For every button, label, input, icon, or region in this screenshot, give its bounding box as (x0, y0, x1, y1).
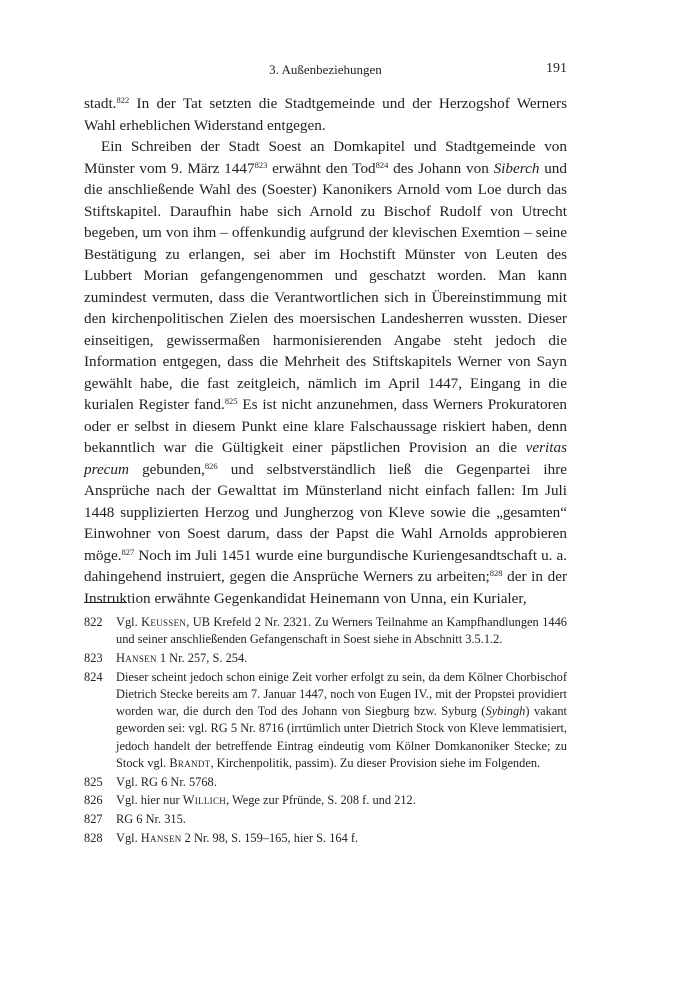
paragraph-1 (84, 93, 567, 136)
text-run: , Kirchenpolitik, passim). Zu dieser Provision siehe im Folgenden. (210, 755, 541, 770)
footnote-text: RG 6 Nr. 315. (116, 812, 186, 827)
footnote-ref-824: 824 (375, 159, 389, 170)
text-run: Ein Schreiben der Stadt Soest an Domkapitel und Stadtgemeinde von Münster vom 9. März 1447 (84, 138, 567, 177)
text-run: Noch im Juli 1451 wurde eine burgundische Kuriengesandtschaft u. a. dahingehend instruiert, gegen die Ansprüche Werners zu arbeiten; (84, 546, 567, 585)
footnote-828 (84, 830, 567, 847)
footnote-ref-823: 823 (254, 159, 268, 170)
book-page (84, 0, 567, 988)
text-run: stadt. (84, 95, 117, 112)
footnote-824 (84, 669, 567, 772)
text-run: gebunden, (128, 460, 205, 478)
footnote-number: 826 (84, 793, 103, 808)
text-run: erwähnt den Tod (267, 159, 376, 177)
section-title: 3. Außenbeziehungen (269, 62, 382, 77)
footnote-text (116, 669, 567, 772)
footnote-827 (84, 811, 567, 828)
text-run: Vgl. (116, 831, 141, 845)
text-run: Vgl. (116, 615, 142, 629)
text-run: Es ist nicht anzunehmen, dass Werners Prokuratoren oder er selbst in diesem Punkt eine klare Falschaussage riskiert haben, denn bekanntlich war die Gültigkeit einer päpstlichen Provision an die (84, 396, 568, 456)
footnote-822 (84, 614, 567, 648)
footnote-text: Vgl. RG 6 Nr. 5768. (116, 774, 217, 789)
running-head (84, 62, 567, 80)
footnote-text (116, 650, 567, 667)
footnote-number: 822 (84, 615, 103, 629)
text-run: In der Tat setzten die Stadtgemeinde und der Herzogshof Werners Wahl erheblichen Widerstand entgegen. (84, 95, 567, 134)
italic-name: Siberch (493, 159, 540, 177)
footnote-826 (84, 792, 567, 809)
footnote-823 (84, 650, 567, 667)
author-name: Hansen (116, 651, 157, 665)
footnote-ref-822: 822 (116, 95, 130, 105)
text-run: , UB Krefeld 2 Nr. 2321. Zu Werners Teilnahme an Kampfhandlungen 1446 und seiner anschließenden Gefangenschaft in Soest siehe in Abschnitt 3.5.1.2. (116, 615, 567, 647)
footnote-ref-828: 828 (489, 568, 503, 578)
author-name: Keussen (141, 615, 187, 629)
text-run: des Johann von (388, 159, 494, 177)
italic-name: Sybingh (485, 704, 526, 719)
text-run: der in der Instruktion erwähnte Gegenkandidat Heinemann von Unna, ein Kurialer, (84, 568, 567, 607)
text-run: , Wege zur Pfründe, S. 208 f. und 212. (226, 793, 416, 808)
paragraph-2 (84, 136, 567, 609)
text-run: Dieser scheint jedoch schon einige Zeit vorher erfolgt zu sein, da dem Kölner Chorbischof Dietrich Stecke bereits am 7. Januar 1447, noch von Eugen IV., mit der Propstei providiert worden war, die durch den Tod des Johann von Siegburg bzw. Syburg ( (116, 669, 567, 719)
footnote-ref-826: 826 (204, 460, 218, 471)
footnote-825 (84, 774, 567, 791)
footnote-number: 825 (84, 774, 103, 789)
footnotes (84, 614, 567, 849)
main-text (84, 93, 567, 609)
author-name: Brandt (169, 755, 211, 770)
footnote-text (116, 792, 567, 809)
author-name: Hansen (140, 831, 182, 845)
footnote-ref-825: 825 (224, 396, 238, 406)
text-run: 1 Nr. 257, S. 254. (156, 651, 248, 665)
text-run: und selbstverständlich ließ die Gegenpartei ihre Ansprüche nach der Gewalttat im Münsterland nicht einfach fallen: Im Juli 1448 supplizierten Herzog und Jungherzog von Kleve sowie die „gesamten“ Einwohner von Soest darum, dass der Papst die Wahl Arnolds approbieren möge. (84, 460, 567, 564)
italic-term: veritas precum (84, 439, 567, 478)
footnote-ref-827: 827 (121, 546, 135, 557)
text-run: 2 Nr. 98, S. 159–165, hier S. 164 f. (181, 831, 359, 845)
footnote-number: 824 (84, 669, 103, 684)
text-run: ) vakant geworden sei: vgl. RG 5 Nr. 8716 (irrtümlich unter Dietrich Stock von Kleve lemmatisiert, jedoch handelt der betreffende Eintrag eindeutig vom Kölner Domkanoniker Stecke; zu Stock vgl. (116, 704, 567, 770)
footnote-rule (84, 602, 127, 603)
text-run: und die anschließende Wahl des (Soester) Kanonikers Arnold vom Loe durch das Stiftskapitel. Daraufhin habe sich Arnold zu Bischof Rudolf von Utrecht begeben, um von ihm – offenkundig aufgrund der klevischen Exemtion – seine Bestätigung zu erlangen, sei aber im Hochstift Münster von Leuten des Lubbert Morian gefangengenommen und geschatzt worden. Man kann zumindest vermuten, dass die Verantwortlichen sich in Übereinstimmung mit den kirchenpolitischen Zielen des moersischen Landesherren wussten. Dieser einseitigen, gewissermaßen harmonisierenden Angabe steht jedoch die Information entgegen, dass die Mehrheit des Stiftskapitels Werner von Sayn gewählt habe, die fast zeitgleich, nämlich im April 1447, Eingang in die kurialen Register fand. (84, 159, 567, 413)
footnote-number: 828 (84, 831, 103, 845)
footnote-number: 827 (84, 812, 103, 827)
text-run: Vgl. hier nur (116, 793, 183, 808)
footnote-text (116, 614, 567, 648)
page-number: 191 (546, 61, 567, 76)
footnote-number: 823 (84, 651, 103, 665)
footnote-text (116, 830, 567, 847)
author-name: Willich (182, 793, 227, 808)
